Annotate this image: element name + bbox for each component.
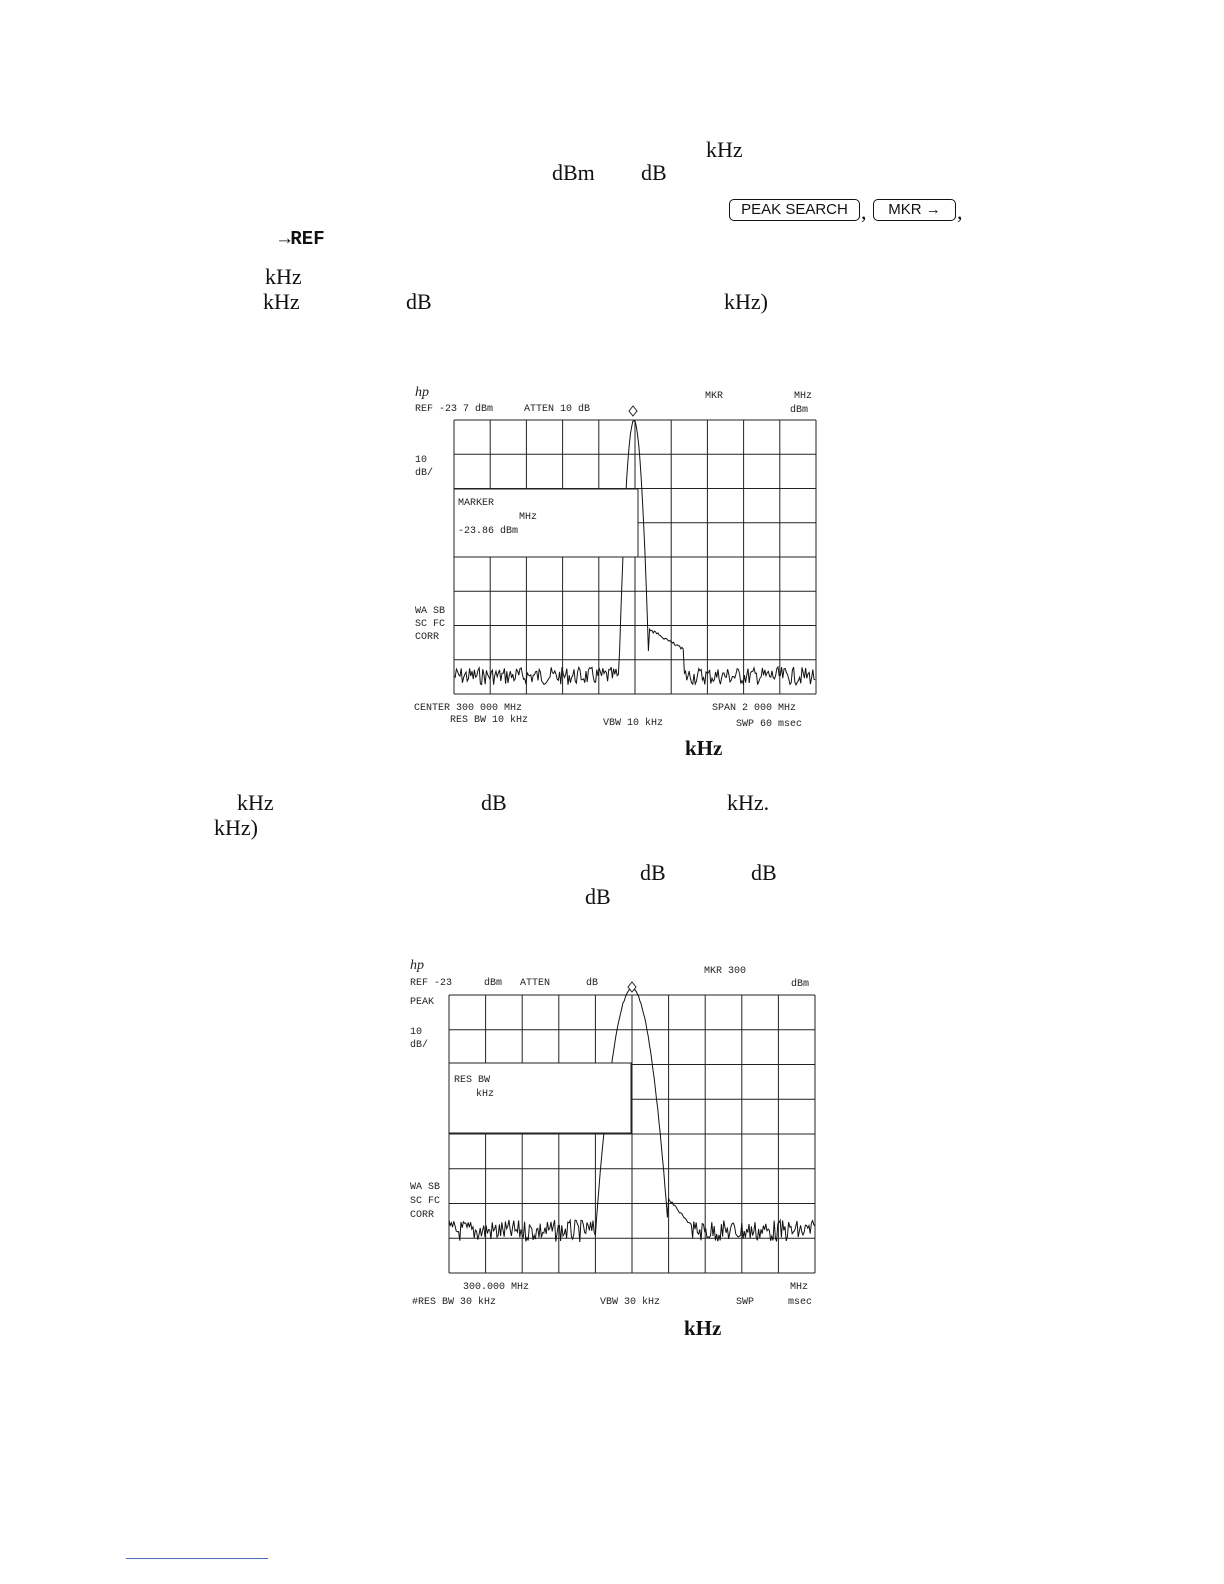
mkr-arrow-key: MKR → bbox=[873, 199, 956, 221]
hp-logo: hp bbox=[410, 958, 424, 973]
marker-label: MKR 300 bbox=[704, 966, 747, 977]
span: SPAN 2 000 MHz bbox=[712, 703, 797, 714]
peak-search-key: PEAK SEARCH bbox=[729, 199, 860, 221]
marker-label: MKR bbox=[705, 391, 724, 402]
left-label-wa-sb: WA SB bbox=[410, 1182, 441, 1193]
sweep-unit: msec bbox=[788, 1297, 813, 1308]
sweep-time: SWP 60 msec bbox=[736, 719, 803, 730]
ref-level: REF -23 bbox=[410, 978, 453, 989]
comma: , bbox=[861, 199, 867, 224]
res-bw-box-title: RES BW bbox=[454, 1075, 491, 1086]
marker-dbm: dBm bbox=[790, 405, 809, 416]
video-bandwidth: VBW 30 kHz bbox=[600, 1297, 661, 1308]
left-label-corr: CORR bbox=[415, 632, 440, 643]
left-label-wa-sb: WA SB bbox=[415, 606, 446, 617]
marker-box-freq-unit: MHz bbox=[519, 512, 538, 523]
text-db-2: dB bbox=[406, 289, 432, 314]
text-khz-paren-1: kHz) bbox=[724, 289, 768, 314]
attenuation-unit: dB bbox=[586, 978, 599, 989]
ref-unit: dBm bbox=[484, 978, 503, 989]
spectrum-plot-1 bbox=[400, 380, 830, 732]
left-label-sc-fc: SC FC bbox=[415, 619, 446, 630]
detector-peak: PEAK bbox=[410, 997, 435, 1008]
softkey-ref-text: →REF bbox=[279, 228, 325, 250]
sweep-time: SWP bbox=[736, 1297, 755, 1308]
attenuation: ATTEN 10 dB bbox=[524, 404, 591, 415]
scale-value: 10 bbox=[415, 455, 428, 466]
text-khz-3: kHz bbox=[263, 289, 300, 314]
text-khz-dot: kHz. bbox=[727, 790, 770, 815]
res-bw-box-unit: kHz bbox=[476, 1089, 495, 1100]
text-db-6: dB bbox=[585, 884, 611, 909]
footnote-rule bbox=[126, 1558, 268, 1559]
left-label-sc-fc: SC FC bbox=[410, 1196, 441, 1207]
text-db-5: dB bbox=[751, 860, 777, 885]
spectrum-plot-2 bbox=[400, 955, 830, 1309]
center-frequency: CENTER 300 000 MHz bbox=[414, 703, 523, 714]
attenuation: ATTEN bbox=[520, 978, 551, 989]
marker-dbm: dBm bbox=[791, 979, 810, 990]
marker-diamond bbox=[629, 406, 637, 416]
scale-value: 10 bbox=[410, 1027, 423, 1038]
ref-level: REF -23 7 dBm bbox=[415, 404, 494, 415]
text-db-4: dB bbox=[640, 860, 666, 885]
resolution-bandwidth: #RES BW 30 kHz bbox=[412, 1297, 497, 1308]
text-khz-4: kHz bbox=[237, 790, 274, 815]
hp-logo: hp bbox=[415, 385, 429, 400]
text-khz-2: kHz bbox=[265, 264, 302, 289]
span-unit: MHz bbox=[790, 1282, 809, 1293]
video-bandwidth: VBW 10 kHz bbox=[603, 718, 664, 729]
text-khz-1: kHz bbox=[706, 137, 743, 162]
marker-box-title: MARKER bbox=[458, 498, 495, 509]
text-dbm-1: dBm bbox=[552, 160, 595, 185]
resolution-bandwidth: RES BW 10 kHz bbox=[450, 715, 529, 726]
marker-box-amplitude: -23.86 dBm bbox=[458, 526, 519, 537]
figure-1-caption-unit: kHz bbox=[685, 736, 723, 760]
comma: , bbox=[957, 199, 963, 224]
figure-2-caption-unit: kHz bbox=[684, 1316, 722, 1340]
marker-unit: MHz bbox=[794, 391, 813, 402]
text-khz-paren-2: kHz) bbox=[214, 815, 258, 840]
scale-unit: dB/ bbox=[410, 1040, 429, 1051]
text-db-3: dB bbox=[481, 790, 507, 815]
left-label-corr: CORR bbox=[410, 1210, 435, 1221]
graticule bbox=[449, 995, 815, 1273]
scale-unit: dB/ bbox=[415, 468, 434, 479]
text-db-1: dB bbox=[641, 160, 667, 185]
center-frequency: 300.000 MHz bbox=[463, 1282, 530, 1293]
